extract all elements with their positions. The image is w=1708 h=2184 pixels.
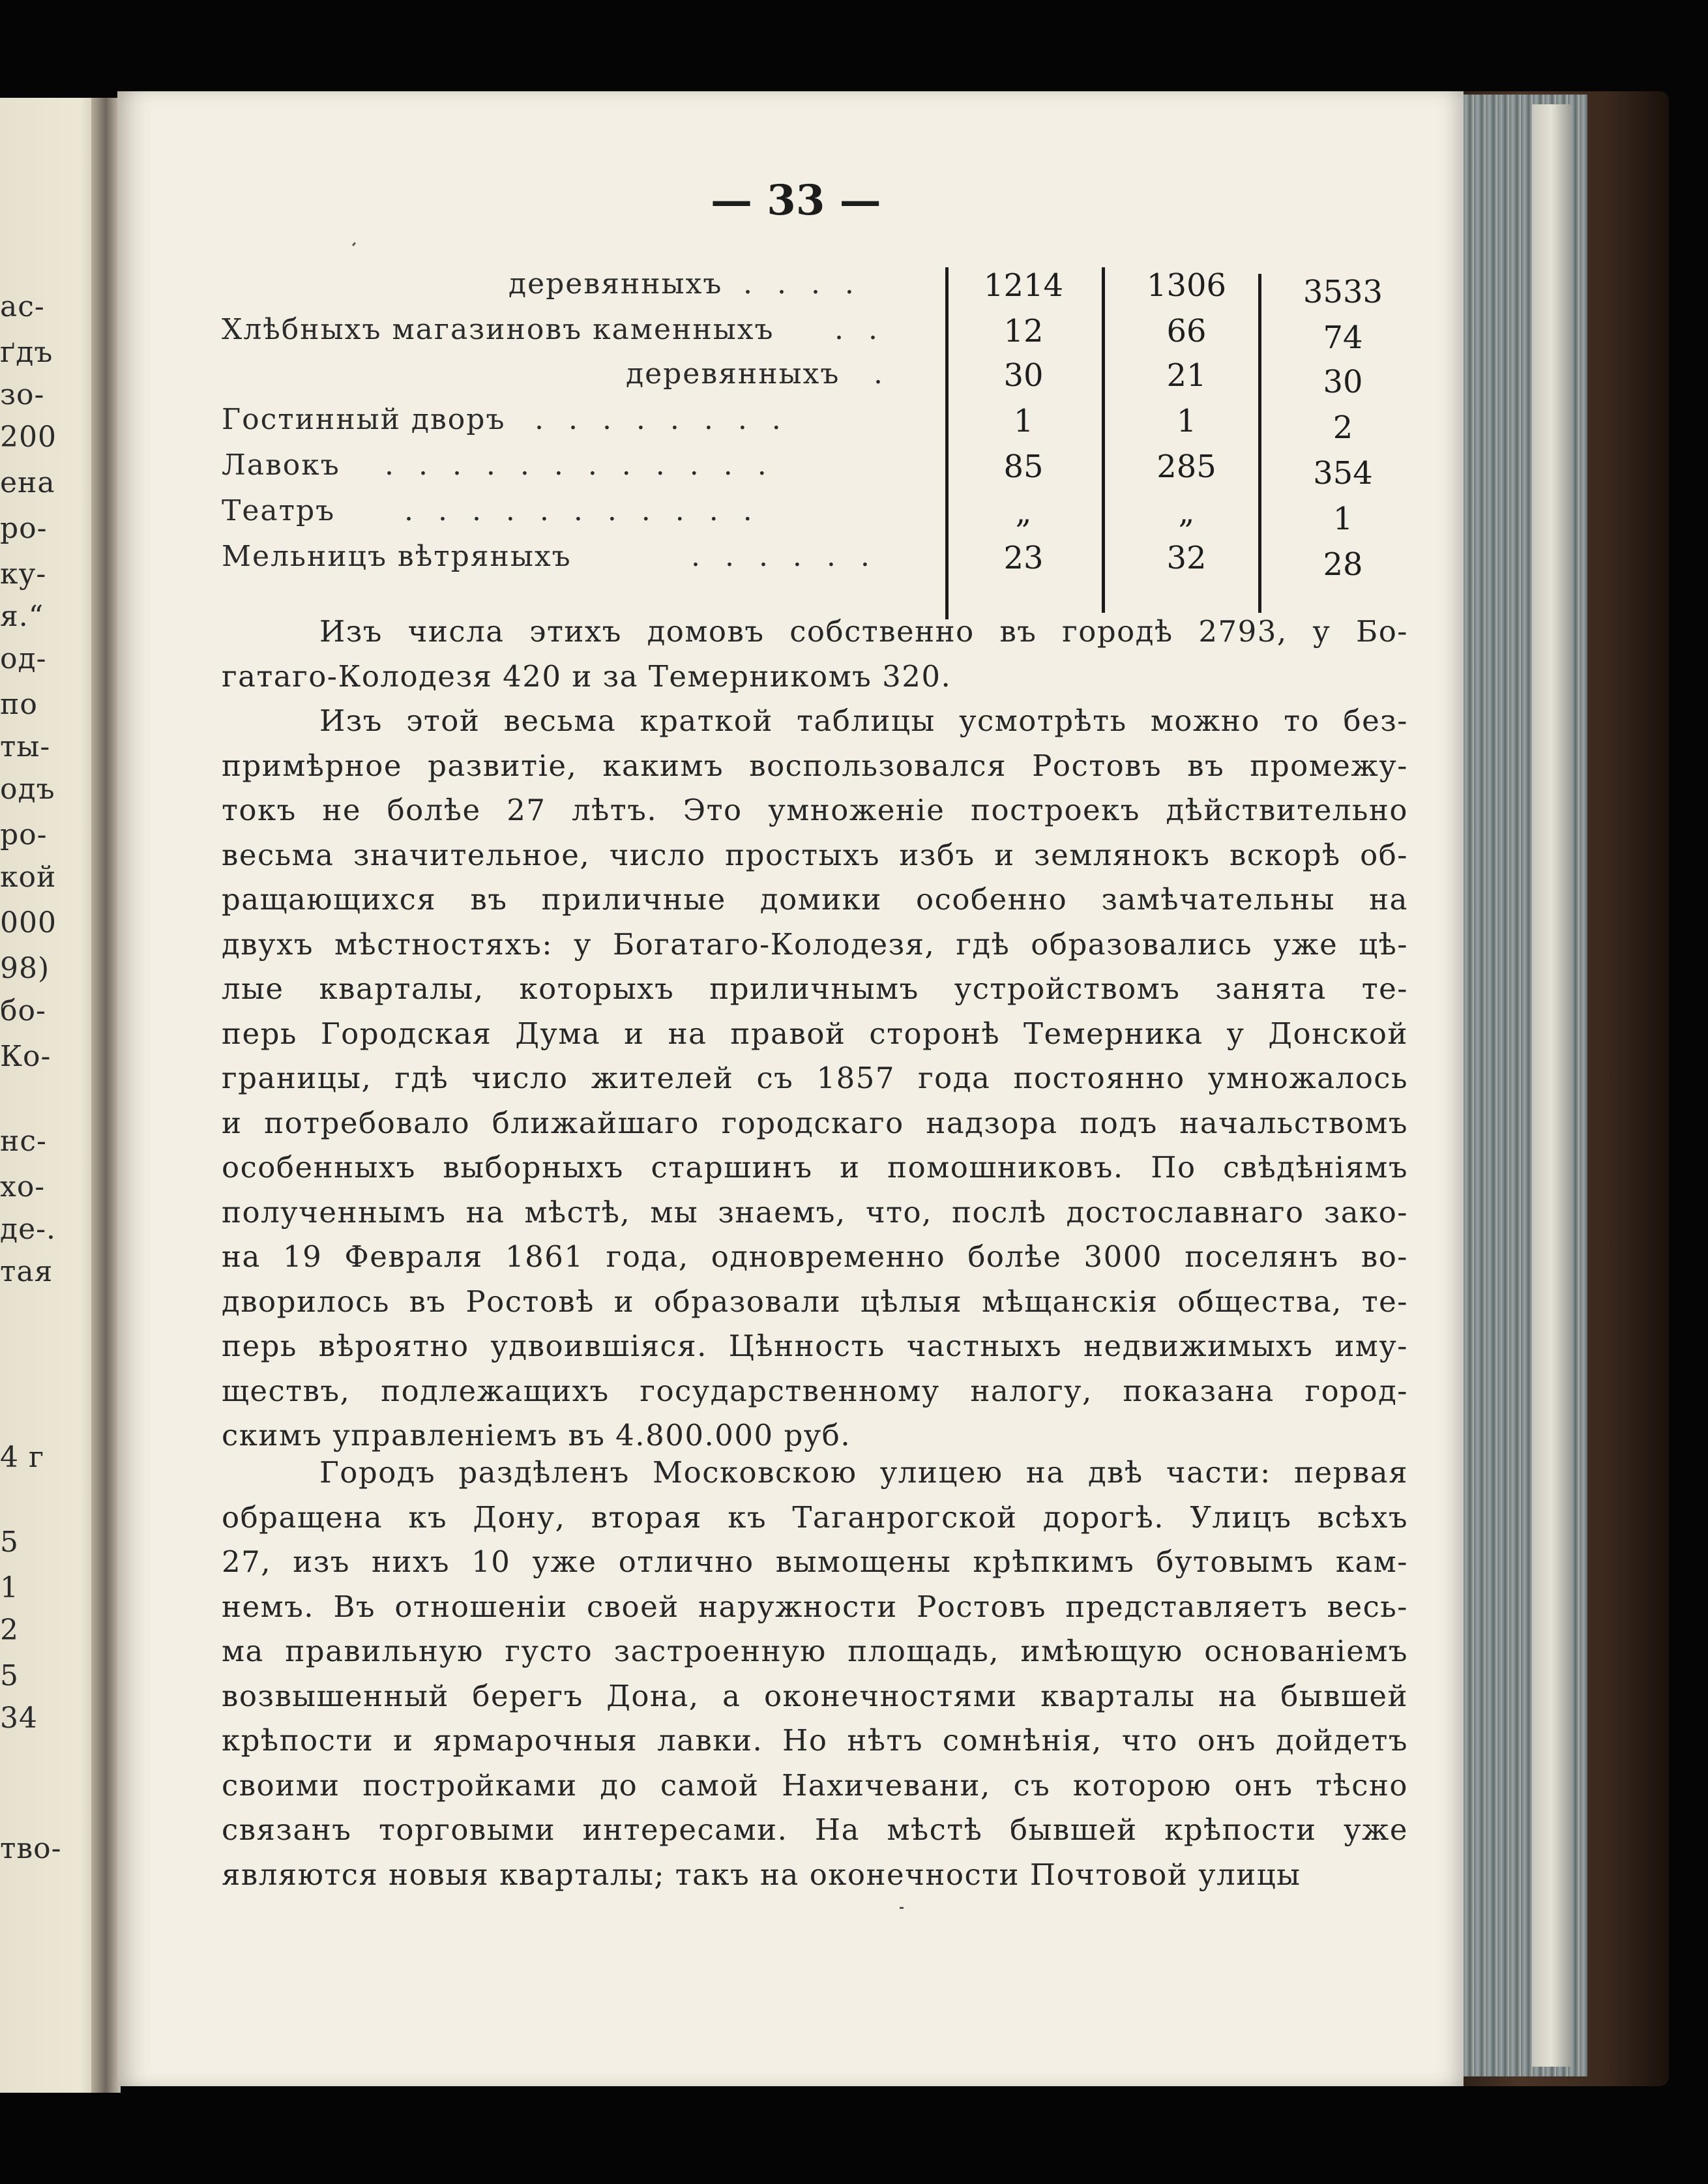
cell-value: 3533	[1303, 274, 1383, 310]
paragraph	[222, 610, 1408, 699]
left-page-fragment: 1	[0, 1571, 19, 1604]
text-line: лые кварталы, которыхъ приличнымъ устройствомъ занята те-	[222, 971, 1408, 1006]
cell-value: 30	[1003, 357, 1044, 394]
left-page-fragment: 000	[0, 906, 57, 939]
left-page-fragment: од-	[0, 642, 47, 675]
page-number: — 33 —	[711, 176, 881, 225]
cell-value: 28	[1323, 546, 1363, 583]
text-line: весьма значительное, число простыхъ избъ и землянокъ вскорѣ об-	[222, 837, 1408, 872]
left-page-fragment: тая	[0, 1255, 53, 1288]
left-page-fragment: тво-	[0, 1832, 62, 1865]
row-label: Мельницъ вѣтряныхъ	[222, 540, 572, 573]
left-page-fragment: 4 г	[0, 1441, 45, 1474]
table-row	[222, 403, 1408, 447]
left-page-fragment: ты-	[0, 730, 51, 763]
text-line: Изъ этой весьма краткой таблицы усмотрѣть можно то без-	[319, 703, 1408, 738]
cell-value: 285	[1156, 449, 1216, 485]
text-line: обращена къ Дону, вторая къ Таганрогской дорогѣ. Улицъ всѣхъ	[222, 1499, 1408, 1535]
paragraph	[222, 699, 1408, 1458]
text-line: Изъ числа этихъ домовъ собственно въ городѣ 2793, у Бо-	[319, 614, 1408, 649]
left-page-fragment: ґдъ	[0, 336, 53, 369]
row-label: деревянныхъ	[626, 357, 840, 391]
cell-value: 12	[1003, 313, 1044, 349]
text-line: связанъ торговыми интересами. На мѣстѣ бывшей крѣпости уже	[222, 1812, 1408, 1847]
text-line: 27, изъ нихъ 10 уже отлично вымощены крѣпкимъ бутовымъ кам-	[222, 1544, 1408, 1579]
text-line: ма правильную густо застроенную площадь, имѣющую основаніемъ	[222, 1634, 1408, 1668]
leader-dots: . . . . . . . . . . . .	[385, 449, 774, 482]
statistics-table	[222, 267, 1408, 619]
left-page-fragment: 2	[0, 1614, 19, 1647]
leader-dots: . . . . . . . . . . .	[404, 494, 760, 527]
text-line: перь Городская Дума и на правой сторонѣ Темерника у Донской	[222, 1016, 1408, 1051]
text-line: и потребовало ближайшаго городскаго надзора подъ начальствомъ	[222, 1105, 1408, 1140]
left-page-fragment: ро-	[0, 818, 48, 851]
left-page-fragment: 200	[0, 421, 57, 454]
cell-value: 74	[1323, 319, 1363, 356]
cell-value: 66	[1166, 313, 1207, 349]
cell-value: 1306	[1146, 267, 1227, 304]
cell-value: 1	[1013, 403, 1034, 439]
left-page-fragment: зо-	[0, 378, 45, 411]
row-label: деревянныхъ	[508, 267, 723, 301]
left-page-fragment: по	[0, 688, 38, 721]
text-line: гатаго-Колодезя 420 и за Темерникомъ 320.	[222, 658, 952, 694]
left-page-fragment: ку-	[0, 557, 47, 591]
paragraph	[222, 1451, 1408, 1897]
leader-dots: .	[874, 357, 891, 391]
table-row	[222, 540, 1408, 584]
text-line: двухъ мѣстностяхъ: у Богатаго-Колодезя, гдѣ образовались уже цѣ-	[222, 926, 1408, 962]
text-line: ществъ, подлежащихъ государственному налогу, показана город-	[222, 1373, 1408, 1408]
text-line: на 19 Февраля 1861 года, одновременно болѣе 3000 поселянъ во-	[222, 1239, 1408, 1274]
table-row	[222, 449, 1408, 493]
left-page-fragment: одъ	[0, 773, 55, 806]
text-line: крѣпости и ярмарочныя лавки. Но нѣтъ сомнѣнія, что онъ дойдетъ	[222, 1723, 1408, 1758]
left-page-fragment: бо-	[0, 994, 46, 1027]
left-page-fragment: 5	[0, 1659, 19, 1692]
cell-value: 1	[1176, 403, 1197, 439]
leader-dots: . . . .	[743, 267, 862, 301]
text-line: токъ не болѣе 27 лѣтъ. Это умноженіе построекъ дѣйствительно	[222, 793, 1408, 827]
text-line: ращающихся въ приличные домики особенно замѣчательны на	[222, 882, 1408, 917]
cell-value: 354	[1313, 455, 1373, 492]
table-row	[222, 267, 1408, 312]
left-page-fragment: Ко-	[0, 1040, 52, 1073]
cell-value: „	[1178, 494, 1195, 531]
text-line: границы, гдѣ число жителей съ 1857 года постоянно умножалось	[222, 1061, 1408, 1095]
text-line: возвышенный берегъ Дона, а оконечностями кварталы на бывшей	[222, 1678, 1408, 1713]
text-line: перь вѣроятно удвоившіяся. Цѣнность частныхъ недвижимыхъ иму-	[222, 1329, 1408, 1363]
cell-value: 1	[1333, 501, 1353, 537]
row-label: Хлѣбныхъ магазиновъ каменныхъ	[222, 313, 774, 346]
left-page-fragment: ас-	[0, 290, 45, 323]
table-row	[222, 494, 1408, 539]
left-page-fragment: кой	[0, 861, 57, 894]
left-page-fragment: 98)	[0, 952, 50, 985]
left-page-fragment: нс-	[0, 1125, 47, 1158]
text-line: примѣрное развитіе, какимъ воспользовался Ростовъ въ промежу-	[222, 748, 1408, 783]
page-edges-inner	[1532, 104, 1571, 2067]
left-page-fragment: 34	[0, 1702, 38, 1735]
leader-dots: . . . . . . . .	[535, 403, 789, 436]
row-label: Гостинный дворъ	[222, 403, 506, 436]
print-speck	[900, 1907, 904, 1909]
cell-value: 30	[1323, 364, 1363, 400]
text-line: немъ. Въ отношеніи своей наружности Ростовъ представляетъ весь-	[222, 1589, 1408, 1624]
cell-value: 32	[1166, 540, 1207, 576]
cell-value: 85	[1003, 449, 1044, 485]
text-line: Городъ раздѣленъ Московскою улицею на двѣ части: первая	[319, 1455, 1408, 1490]
text-line: являются новыя кварталы; такъ на оконечности Почтовой улицы	[222, 1857, 1301, 1892]
left-page-fragment: ена	[0, 466, 55, 499]
left-page-fragment: я.“	[0, 600, 44, 633]
cell-value: 21	[1166, 357, 1207, 394]
text-line: своими постройками до самой Нахичевани, съ которою онъ тѣсно	[222, 1767, 1408, 1803]
text-line: особенныхъ выборныхъ старшинъ и помошниковъ. По свѣдѣніямъ	[222, 1150, 1408, 1185]
cell-value: 1214	[983, 267, 1064, 304]
left-page-fragment: де-.	[0, 1213, 56, 1246]
cell-value: 2	[1333, 409, 1353, 446]
table-row	[222, 357, 1408, 402]
leader-dots: . . . . . .	[691, 540, 877, 573]
left-page-fragment: хо-	[0, 1170, 46, 1203]
leader-dots: . .	[834, 313, 885, 346]
left-page-fragment: 5	[0, 1526, 19, 1559]
left-page-fragment: ро-	[0, 512, 48, 545]
cell-value: 23	[1003, 540, 1044, 576]
row-label: Театръ	[222, 494, 336, 527]
text-line: дворилось въ Ростовѣ и образовали цѣлыя мѣщанскія общества, те-	[222, 1284, 1408, 1319]
table-row	[222, 313, 1408, 357]
text-line: полученнымъ на мѣстѣ, мы знаемъ, что, послѣ достославнаго зако-	[222, 1194, 1408, 1230]
cell-value: „	[1015, 494, 1032, 531]
row-label: Лавокъ	[222, 449, 340, 482]
text-line: скимъ управленіемъ въ 4.800.000 руб.	[222, 1418, 851, 1453]
book-spine	[91, 98, 121, 2093]
